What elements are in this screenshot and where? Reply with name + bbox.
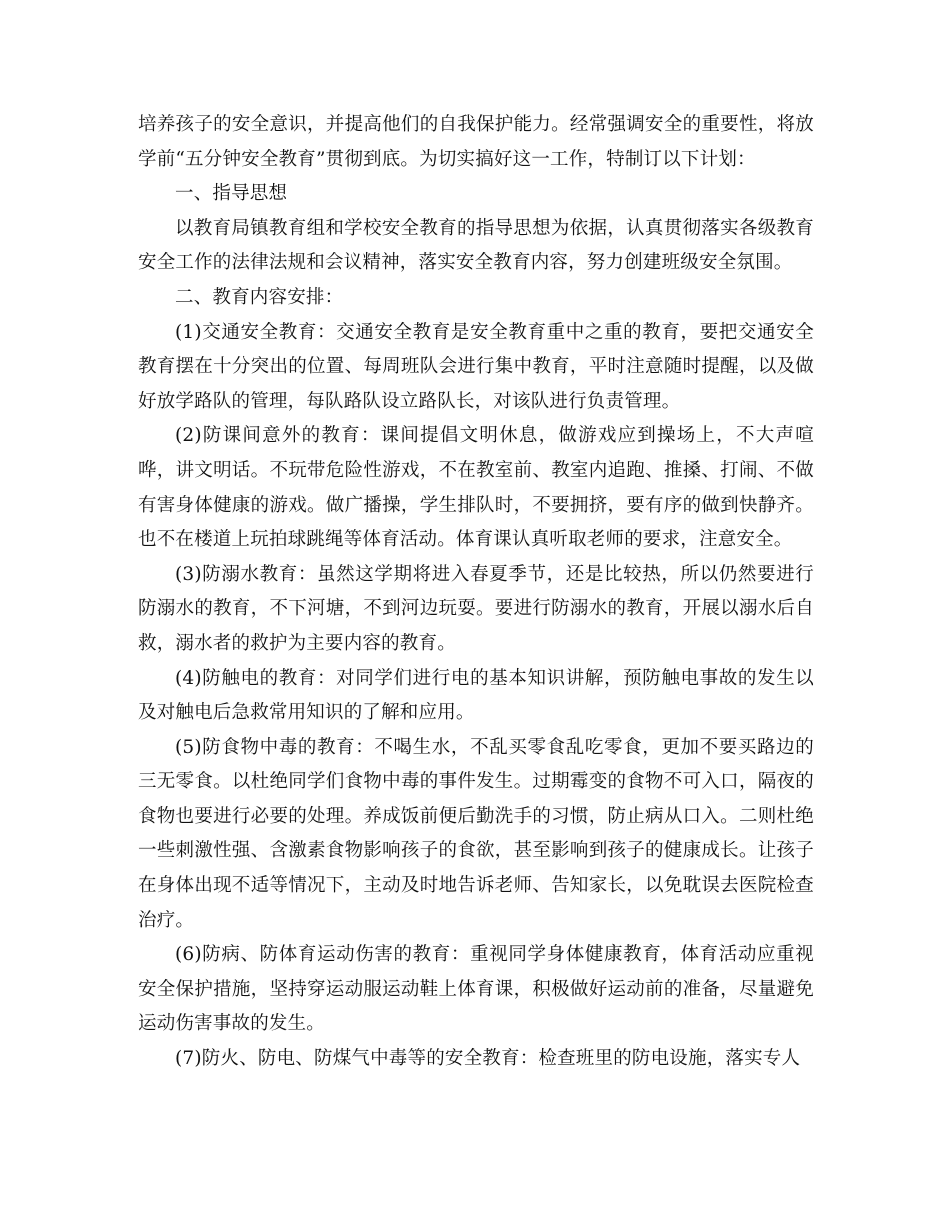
heading-guiding-ideology: 一、指导思想 [175,183,288,205]
paragraph-fire-gas-safety: (7)防火、防电、防煤气中毒等的安全教育：检查班里的防电设施，落实专人 [175,1048,801,1070]
paragraph-guiding-ideology: 以教育局镇教育组和学校安全教育的指导思想为依据，认真贯彻落实各级教育安全工作的法律法规和会议精神，落实安全教育内容，努力创建班级安全氛围。 [138,217,814,274]
paragraph-intro: 培养孩子的安全意识，并提高他们的自我保护能力。经常强调安全的重要性，将放学前“五分钟安全教育”贯彻到底。为切实搞好这一工作，特制订以下计划： [138,114,814,170]
heading-education-content: 二、教育内容安排： [175,286,344,308]
paragraph-traffic-safety: (1)交通安全教育：交通安全教育是安全教育重中之重的教育，要把交通安全教育摆在十分突出的位置、每周班队会进行集中教育，平时注意随时提醒，以及做好放学路队的管理，每队路队设立路队长，对该队进行负责管理。 [138,321,814,412]
paragraph-food-poisoning: (5)防食物中毒的教育：不喝生水，不乱买零食乱吃零食，更加不要买路边的三无零食。以杜绝同学们食物中毒的事件发生。过期霉变的食物不可入口，隔夜的食物也要进行必要的处理。养成饭前便后勤洗手的习惯，防止病从口入。二则杜绝一些刺激性强、含激素食物影响孩子的食欲，甚至影响到孩子的健康成长。让孩子在身体出现不适等情况下，主动及时地告诉老师、告知家长，以免耽误去医院检查治疗。 [138,736,814,931]
document-body [138,108,814,1077]
paragraph-drowning-prevention: (3)防溺水教育：虽然这学期将进入春夏季节，还是比较热，所以仍然要进行防溺水的教育，不下河塘，不到河边玩耍。要进行防溺水的教育，开展以溺水后自救，溺水者的救护为主要内容的教育。 [138,563,814,654]
paragraph-electric-shock: (4)防触电的教育：对同学们进行电的基本知识讲解，预防触电事故的发生以及对触电后急救常用知识的了解和应用。 [138,667,814,724]
paragraph-recess-accidents: (2)防课间意外的教育：课间提倡文明休息，做游戏应到操场上，不大声喧哗，讲文明话。不玩带危险性游戏，不在教室前、教室内追跑、推搡、打闹、不做有害身体健康的游戏。做广播操，学生排队时，不要拥挤，要有序的做到快静齐。也不在楼道上玩拍球跳绳等体育活动。体育课认真听取老师的要求，注意安全。 [138,425,814,551]
paragraph-sports-injury: (6)防病、防体育运动伤害的教育：重视同学身体健康教育，体育活动应重视安全保护措施，坚持穿运动服运动鞋上体育课，积极做好运动前的准备，尽量避免运动伤害事故的发生。 [138,944,814,1035]
